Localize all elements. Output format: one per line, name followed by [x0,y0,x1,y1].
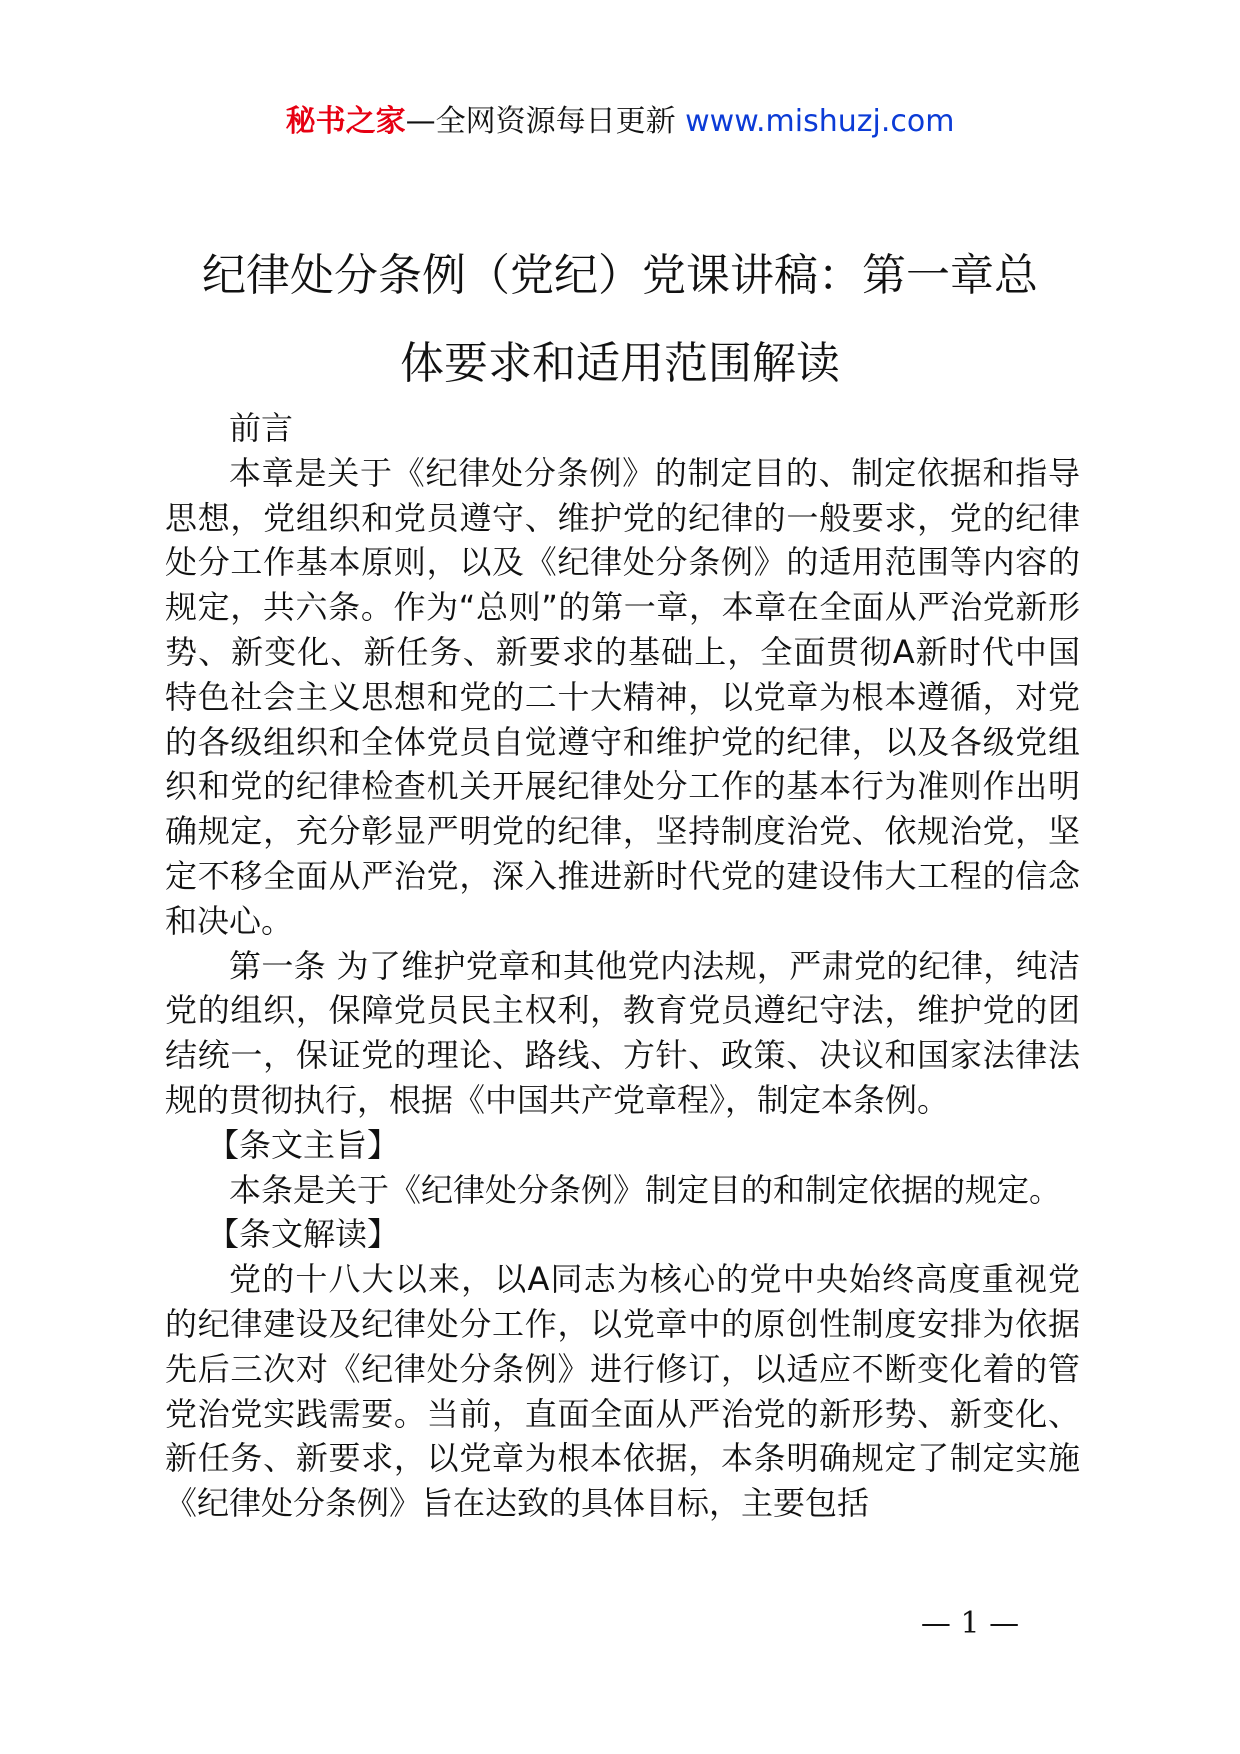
brand-name: 秘书之家 [285,104,406,139]
gist-heading: 【条文主旨】 [207,1125,400,1164]
site-header [0,100,1240,144]
page-number: — 1 — [920,1606,1020,1641]
title-line-1: 纪律处分条例（党纪）党课讲稿：第一章总 [202,250,1038,301]
document-body [165,406,1080,1526]
document-title [150,232,1090,408]
title-line-2: 体要求和适用范围解读 [400,338,840,389]
article-1-paragraph: 第一条 为了维护党章和其他党内法规，严肃党的纪律，纯洁党的组织，保障党员民主权利，教育党员遵纪守法，维护党的团结统一，保证党的理论、路线、方针、政策、决议和国家法律法规的贯彻执行，根据《中国共产党章程》，制定本条例。 [165,946,1080,1119]
gist-paragraph: 本条是关于《纪律处分条例》制定目的和制定依据的规定。 [229,1170,1062,1209]
website-url[interactable]: www.mishuzj.com [685,104,955,139]
interpretation-paragraph: 党的十八大以来，以A同志为核心的党中央始终高度重视党的纪律建设及纪律处分工作，以党章中的原创性制度安排为依据先后三次对《纪律处分条例》进行修订，以适应不断变化着的管党治党实践需要。当前，直面全面从严治党的新形势、新变化、新任务、新要求，以党章为根本依据，本条明确规定了制定实施《纪律处分条例》旨在达致的具体目标，主要包括 [165,1260,1080,1523]
preface-paragraph: 本章是关于《纪律处分条例》的制定目的、制定依据和指导思想，党组织和党员遵守、维护党的纪律的一般要求，党的纪律处分工作基本原则，以及《纪律处分条例》的适用范围等内容的规定，共六条。作为“总则”的第一章，本章在全面从严治党新形势、新变化、新任务、新要求的基础上，全面贯彻A新时代中国特色社会主义思想和党的二十大精神，以党章为根本遵循，对党的各级组织和全体党员自觉遵守和维护党的纪律，以及各级党组织和党的纪律检查机关开展纪律处分工作的基本行为准则作出明确规定，充分彰显严明党的纪律，坚持制度治党、依规治党，坚定不移全面从严治党，深入推进新时代党的建设伟大工程的信念和决心。 [165,453,1080,940]
header-tagline: —全网资源每日更新 [405,104,676,139]
preface-heading: 前言 [229,409,294,447]
interpretation-heading: 【条文解读】 [207,1215,400,1254]
